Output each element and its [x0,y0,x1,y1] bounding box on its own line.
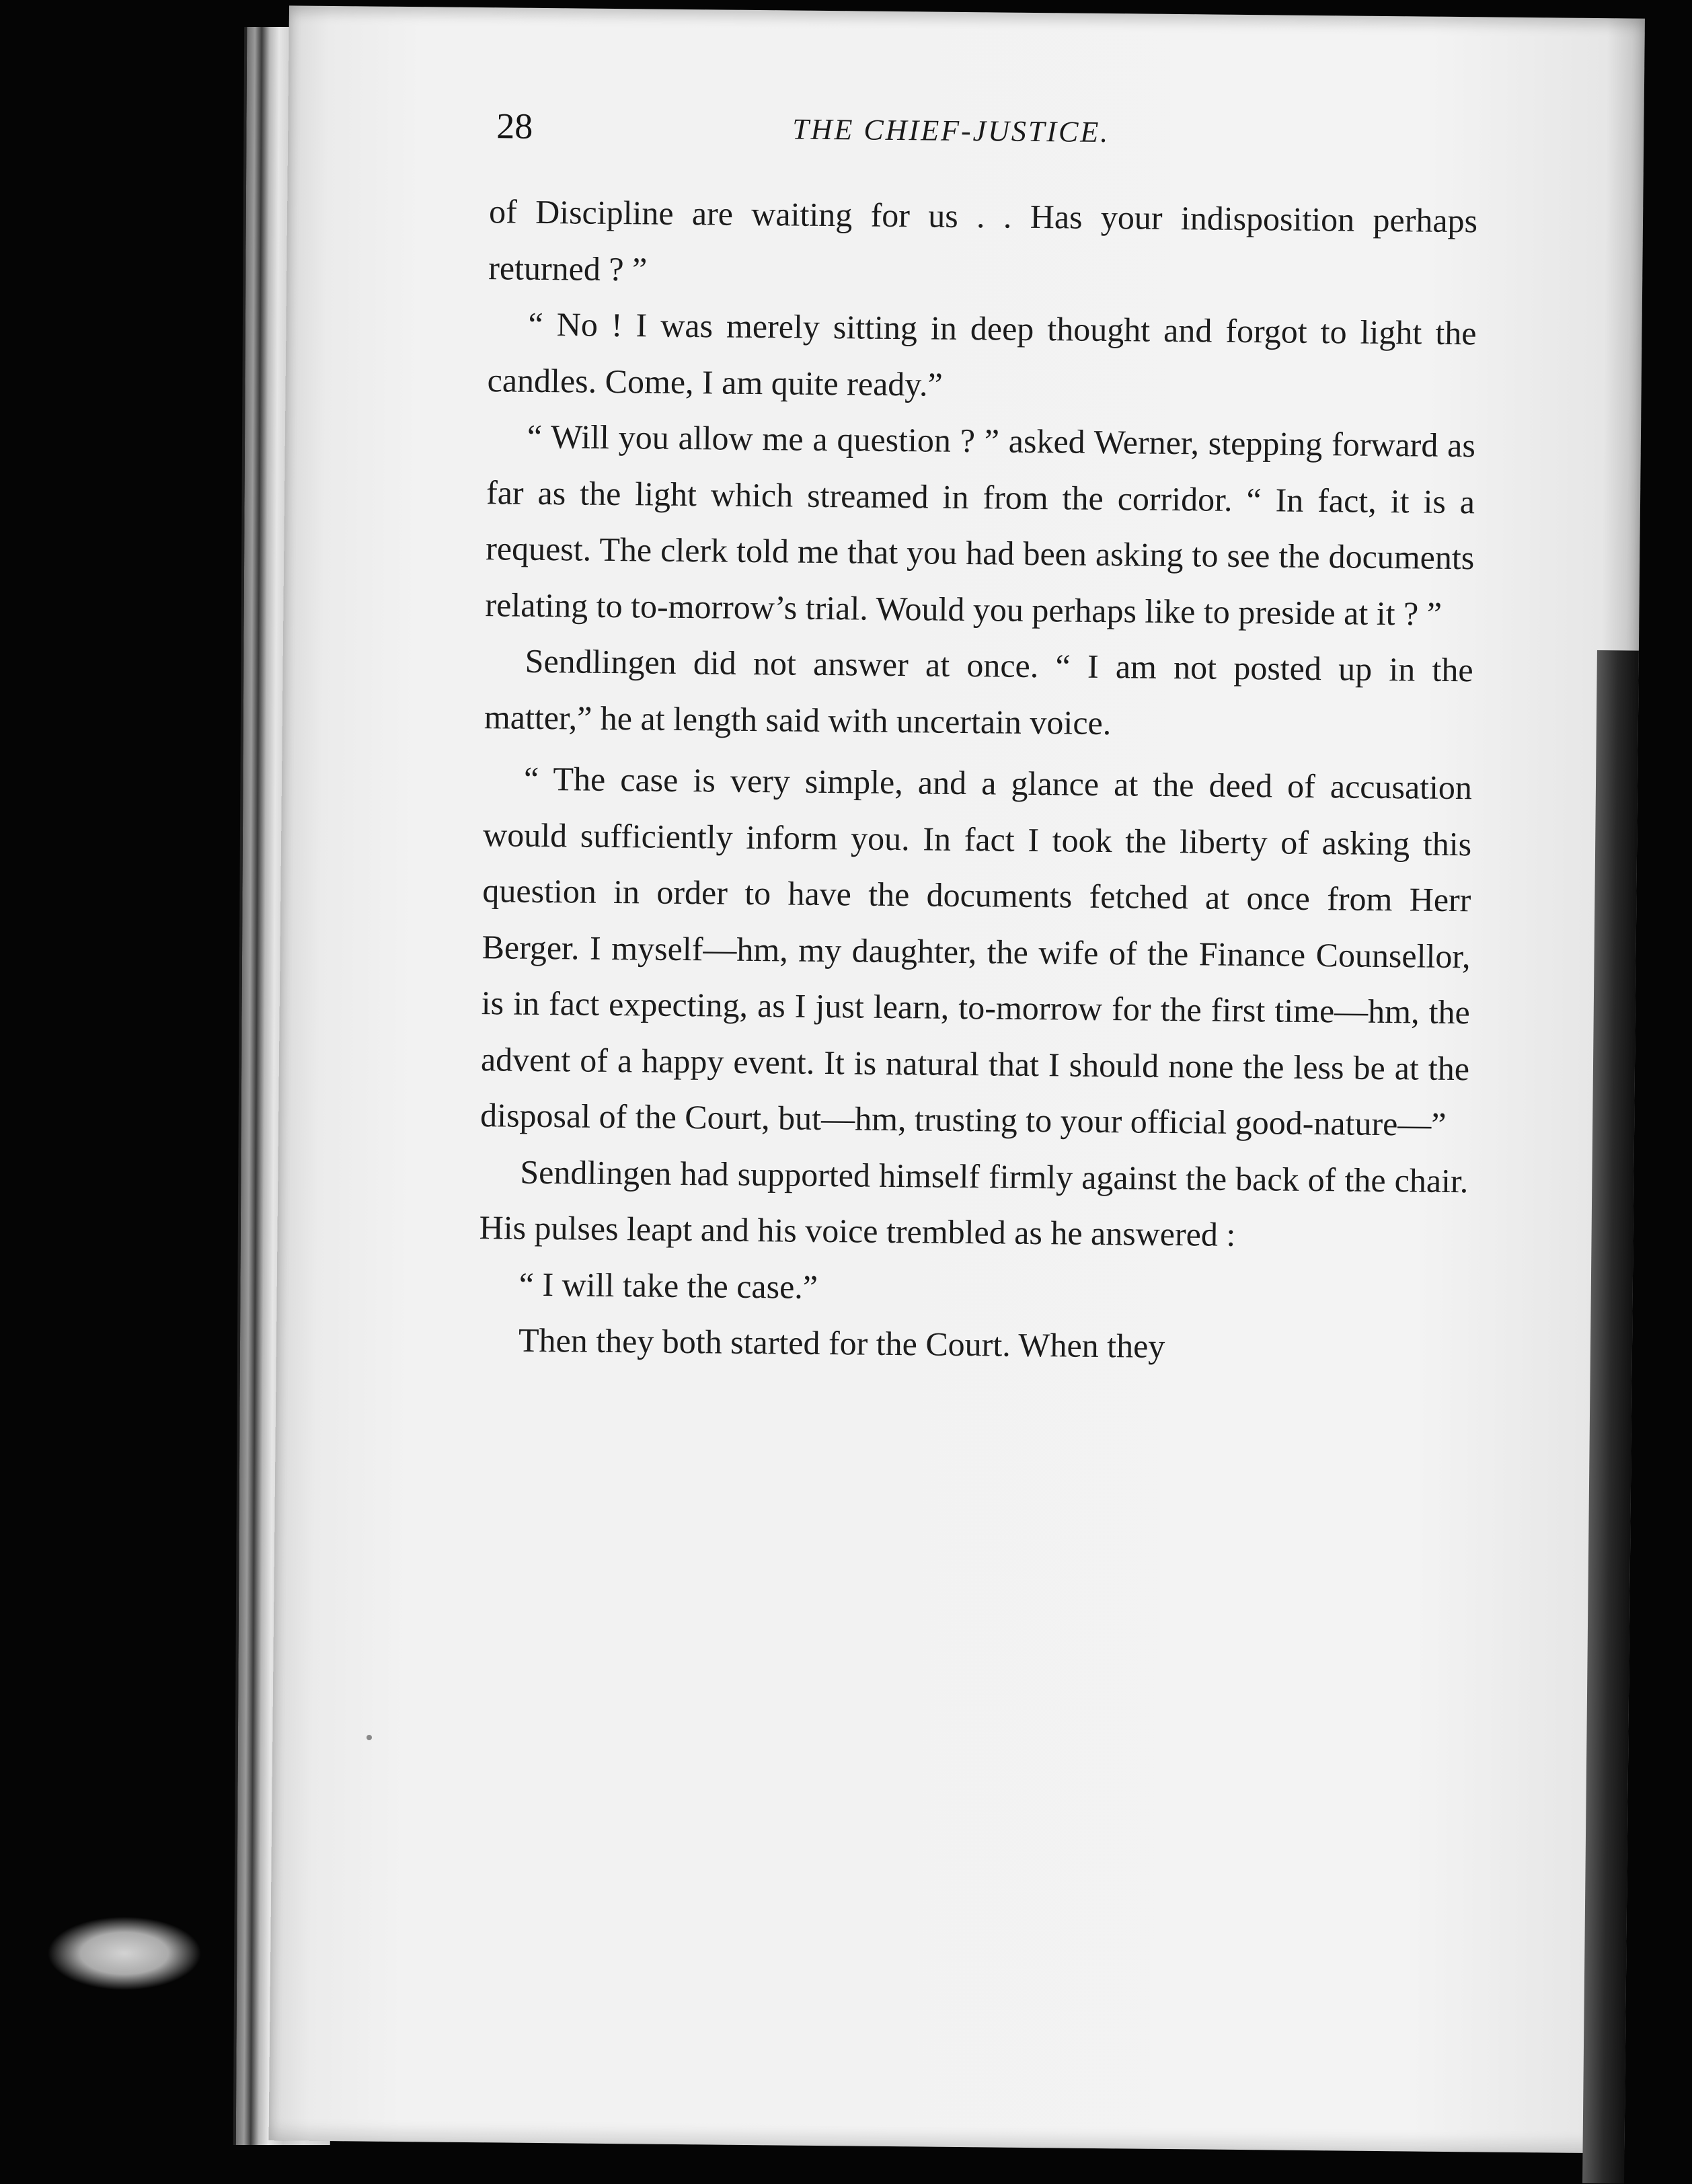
page-number: 28 [496,106,533,147]
paragraph: “ The case is very simple, and a glance at the deed of accusation would sufficiently inform you. In fact I took the liberty of asking this question in order to have the documents fetched at once from Herr Berger. I myself—hm, my daughter, the wife of the Finance Counsellor, is in fact expecting, as I just learn, to-morrow for the first time—hm, the advent of a happy event. It is natural that I should none the less be at the disposal of the Court, but—hm, trusting to your official good-nature—” [479,759,1473,1143]
dust-dot [367,1735,372,1740]
page-header [496,105,1492,161]
paragraph: “ Will you allow me a question ? ” asked Werner, stepping forward as far as the light which streamed in from the corridor. “ In fact, it is a request. The clerk told me that you had been asking to see the documents relating to to-morrow’s trial. Would you perhaps like to preside at it ? ” [485,417,1476,633]
running-title: THE CHIEF-JUSTICE. [792,112,1110,149]
dust-speck [47,1916,202,1990]
book-page [269,5,1645,2153]
paragraph: Sendlingen did not answer at once. “ I am not posted up in the matter,” he at length said with uncertain voice. [484,641,1473,742]
paragraph: “ I will take the case.” [518,1265,818,1306]
body-text [478,184,1478,1378]
page-right-edge-shadow [1582,650,1639,2183]
paragraph: of Discipline are waiting for us . . Has your indisposition perhaps returned ? ” [488,192,1478,288]
paragraph: “ No ! I was merely sitting in deep thought and forgot to light the candles. Come, I am quite ready.” [487,305,1477,403]
paragraph: Sendlingen had supported himself firmly against the back of the chair. His pulses leapt and his voice trembled as he answered : [479,1153,1469,1253]
paragraph: Then they both started for the Court. When they [518,1321,1165,1365]
